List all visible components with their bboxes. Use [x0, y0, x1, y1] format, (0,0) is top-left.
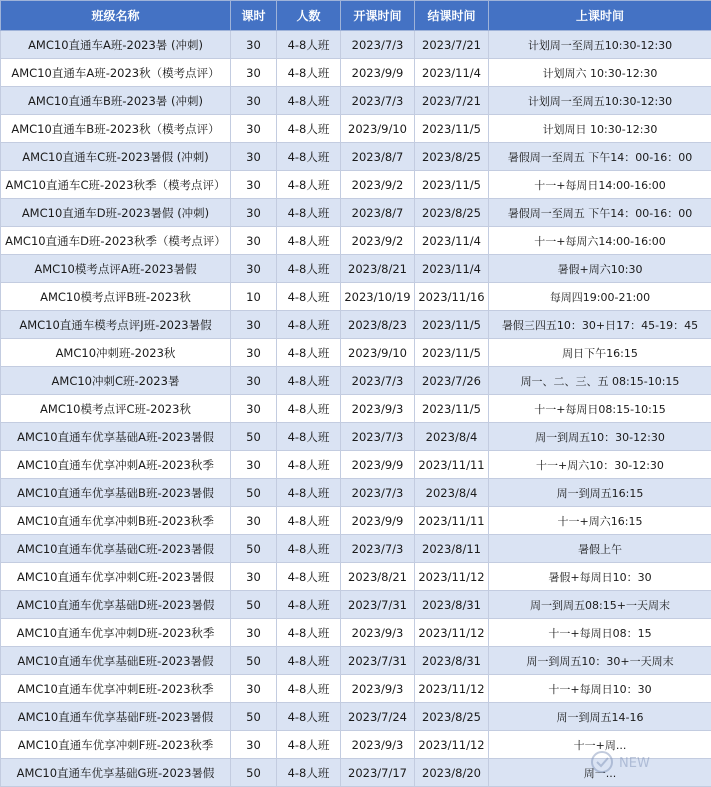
class-name-cell: AMC10直通车优享冲刺C班-2023暑假 [1, 563, 231, 591]
class-size-cell: 4-8人班 [277, 59, 341, 87]
end-date-cell: 2023/11/4 [415, 59, 489, 87]
table-row [1, 227, 711, 255]
start-date-cell: 2023/10/19 [341, 283, 415, 311]
end-date-cell: 2023/11/4 [415, 255, 489, 283]
class-name-cell: AMC10直通车优享基础B班-2023暑假 [1, 479, 231, 507]
class-name-cell: AMC10直通车D班-2023暑假 (冲刺) [1, 199, 231, 227]
table-row [1, 87, 711, 115]
end-date-cell: 2023/11/5 [415, 339, 489, 367]
end-date-cell: 2023/8/20 [415, 759, 489, 787]
end-date-cell: 2023/8/25 [415, 703, 489, 731]
class-size-cell: 4-8人班 [277, 199, 341, 227]
end-date-cell: 2023/11/12 [415, 731, 489, 759]
hours-cell: 30 [231, 451, 277, 479]
hours-cell: 50 [231, 535, 277, 563]
table-row [1, 507, 711, 535]
start-date-cell: 2023/9/9 [341, 451, 415, 479]
hours-cell: 30 [231, 395, 277, 423]
end-date-cell: 2023/11/11 [415, 451, 489, 479]
watermark-text: NEW [619, 756, 650, 771]
table-row [1, 311, 711, 339]
schedule-cell: 周一到周五08:15+一天周末 [489, 591, 711, 619]
class-name-cell: AMC10直通车优享冲刺D班-2023秋季 [1, 619, 231, 647]
start-date-cell: 2023/8/7 [341, 143, 415, 171]
schedule-cell: 周一到周五10：30+一天周末 [489, 647, 711, 675]
end-date-cell: 2023/11/4 [415, 227, 489, 255]
hours-cell: 30 [231, 311, 277, 339]
class-size-cell: 4-8人班 [277, 591, 341, 619]
end-date-cell: 2023/8/31 [415, 647, 489, 675]
class-size-cell: 4-8人班 [277, 647, 341, 675]
start-date-cell: 2023/7/31 [341, 647, 415, 675]
hours-cell: 30 [231, 731, 277, 759]
hours-cell: 30 [231, 199, 277, 227]
schedule-cell: 周一到周五10：30-12:30 [489, 423, 711, 451]
class-name-cell: AMC10直通车优享冲刺B班-2023秋季 [1, 507, 231, 535]
start-date-cell: 2023/7/3 [341, 87, 415, 115]
class-name-cell: AMC10直通车A班-2023暑 (冲刺) [1, 31, 231, 59]
schedule-cell: 十一+每周六14:00-16:00 [489, 227, 711, 255]
hours-cell: 50 [231, 647, 277, 675]
end-date-cell: 2023/8/4 [415, 479, 489, 507]
table-row [1, 31, 711, 59]
end-date-cell: 2023/8/31 [415, 591, 489, 619]
hours-cell: 30 [231, 87, 277, 115]
header-end-date: 结课时间 [415, 1, 489, 31]
hours-cell: 30 [231, 59, 277, 87]
class-name-cell: AMC10直通车模考点评J班-2023暑假 [1, 311, 231, 339]
class-name-cell: AMC10直通车优享基础F班-2023暑假 [1, 703, 231, 731]
class-name-cell: AMC10直通车C班-2023秋季（模考点评） [1, 171, 231, 199]
class-size-cell: 4-8人班 [277, 451, 341, 479]
class-name-cell: AMC10模考点评C班-2023秋 [1, 395, 231, 423]
class-name-cell: AMC10直通车优享基础D班-2023暑假 [1, 591, 231, 619]
table-row [1, 619, 711, 647]
start-date-cell: 2023/9/2 [341, 171, 415, 199]
start-date-cell: 2023/7/3 [341, 423, 415, 451]
table-row [1, 367, 711, 395]
hours-cell: 30 [231, 115, 277, 143]
start-date-cell: 2023/9/3 [341, 619, 415, 647]
end-date-cell: 2023/11/5 [415, 171, 489, 199]
start-date-cell: 2023/9/2 [341, 227, 415, 255]
class-size-cell: 4-8人班 [277, 703, 341, 731]
hours-cell: 50 [231, 703, 277, 731]
schedule-cell: 十一+每周日10：30 [489, 675, 711, 703]
class-size-cell: 4-8人班 [277, 255, 341, 283]
hours-cell: 50 [231, 423, 277, 451]
schedule-cell: 周一... [489, 759, 711, 787]
class-name-cell: AMC10直通车优享基础C班-2023暑假 [1, 535, 231, 563]
schedule-cell: 暑假上午 [489, 535, 711, 563]
class-name-cell: AMC10模考点评B班-2023秋 [1, 283, 231, 311]
class-name-cell: AMC10直通车优享基础G班-2023暑假 [1, 759, 231, 787]
schedule-cell: 周一、二、三、五 08:15-10:15 [489, 367, 711, 395]
schedule-cell: 暑假周一至周五 下午14：00-16：00 [489, 199, 711, 227]
table-row [1, 59, 711, 87]
class-name-cell: AMC10直通车优享冲刺A班-2023秋季 [1, 451, 231, 479]
end-date-cell: 2023/11/16 [415, 283, 489, 311]
class-size-cell: 4-8人班 [277, 227, 341, 255]
schedule-cell: 十一+每周日14:00-16:00 [489, 171, 711, 199]
schedule-cell: 十一+周六16:15 [489, 507, 711, 535]
schedule-cell: 十一+周六10：30-12:30 [489, 451, 711, 479]
start-date-cell: 2023/7/3 [341, 479, 415, 507]
class-size-cell: 4-8人班 [277, 171, 341, 199]
class-size-cell: 4-8人班 [277, 31, 341, 59]
class-size-cell: 4-8人班 [277, 479, 341, 507]
class-name-cell: AMC10冲刺C班-2023暑 [1, 367, 231, 395]
schedule-cell: 计划周日 10:30-12:30 [489, 115, 711, 143]
class-size-cell: 4-8人班 [277, 759, 341, 787]
class-name-cell: AMC10直通车优享基础E班-2023暑假 [1, 647, 231, 675]
table-row [1, 199, 711, 227]
class-name-cell: AMC10直通车优享冲刺E班-2023秋季 [1, 675, 231, 703]
table-row [1, 255, 711, 283]
schedule-cell: 周一到周五16:15 [489, 479, 711, 507]
class-name-cell: AMC10直通车D班-2023秋季（模考点评） [1, 227, 231, 255]
table-row [1, 591, 711, 619]
class-size-cell: 4-8人班 [277, 339, 341, 367]
hours-cell: 30 [231, 507, 277, 535]
start-date-cell: 2023/7/24 [341, 703, 415, 731]
end-date-cell: 2023/11/12 [415, 563, 489, 591]
table-row [1, 339, 711, 367]
class-size-cell: 4-8人班 [277, 535, 341, 563]
header-class-name: 班级名称 [1, 1, 231, 31]
start-date-cell: 2023/9/3 [341, 731, 415, 759]
class-size-cell: 4-8人班 [277, 675, 341, 703]
hours-cell: 10 [231, 283, 277, 311]
table-body [1, 31, 711, 787]
class-size-cell: 4-8人班 [277, 143, 341, 171]
table-row [1, 283, 711, 311]
schedule-cell: 暑假+周六10:30 [489, 255, 711, 283]
end-date-cell: 2023/8/11 [415, 535, 489, 563]
class-name-cell: AMC10直通车优享冲刺F班-2023秋季 [1, 731, 231, 759]
end-date-cell: 2023/11/5 [415, 311, 489, 339]
start-date-cell: 2023/9/9 [341, 507, 415, 535]
class-name-cell: AMC10直通车C班-2023暑假 (冲刺) [1, 143, 231, 171]
start-date-cell: 2023/7/3 [341, 31, 415, 59]
class-name-cell: AMC10直通车优享基础A班-2023暑假 [1, 423, 231, 451]
class-size-cell: 4-8人班 [277, 423, 341, 451]
table-row [1, 647, 711, 675]
hours-cell: 30 [231, 227, 277, 255]
schedule-cell: 周日下午16:15 [489, 339, 711, 367]
schedule-cell: 暑假+每周日10：30 [489, 563, 711, 591]
header-row [1, 1, 711, 31]
end-date-cell: 2023/7/21 [415, 87, 489, 115]
hours-cell: 30 [231, 675, 277, 703]
table-row [1, 675, 711, 703]
schedule-cell: 计划周一至周五10:30-12:30 [489, 31, 711, 59]
end-date-cell: 2023/11/12 [415, 675, 489, 703]
end-date-cell: 2023/7/26 [415, 367, 489, 395]
hours-cell: 50 [231, 591, 277, 619]
start-date-cell: 2023/9/9 [341, 59, 415, 87]
class-name-cell: AMC10模考点评A班-2023暑假 [1, 255, 231, 283]
start-date-cell: 2023/7/17 [341, 759, 415, 787]
start-date-cell: 2023/9/3 [341, 675, 415, 703]
schedule-cell: 每周四19:00-21:00 [489, 283, 711, 311]
start-date-cell: 2023/7/31 [341, 591, 415, 619]
schedule-cell: 十一+每周日08：15 [489, 619, 711, 647]
class-size-cell: 4-8人班 [277, 507, 341, 535]
class-size-cell: 4-8人班 [277, 115, 341, 143]
start-date-cell: 2023/9/10 [341, 339, 415, 367]
table-row [1, 451, 711, 479]
class-name-cell: AMC10直通车A班-2023秋（模考点评） [1, 59, 231, 87]
start-date-cell: 2023/7/3 [341, 535, 415, 563]
table-header [1, 1, 711, 31]
table-row [1, 171, 711, 199]
schedule-cell: 暑假三四五10：30+日17：45-19：45 [489, 311, 711, 339]
end-date-cell: 2023/11/11 [415, 507, 489, 535]
end-date-cell: 2023/11/12 [415, 619, 489, 647]
end-date-cell: 2023/11/5 [415, 395, 489, 423]
hours-cell: 30 [231, 619, 277, 647]
class-size-cell: 4-8人班 [277, 283, 341, 311]
end-date-cell: 2023/8/25 [415, 143, 489, 171]
header-hours: 课时 [231, 1, 277, 31]
header-class-size: 人数 [277, 1, 341, 31]
hours-cell: 30 [231, 339, 277, 367]
class-name-cell: AMC10直通车B班-2023暑 (冲刺) [1, 87, 231, 115]
start-date-cell: 2023/8/21 [341, 255, 415, 283]
class-size-cell: 4-8人班 [277, 367, 341, 395]
schedule-cell: 计划周六 10:30-12:30 [489, 59, 711, 87]
start-date-cell: 2023/7/3 [341, 367, 415, 395]
class-size-cell: 4-8人班 [277, 395, 341, 423]
hours-cell: 30 [231, 31, 277, 59]
hours-cell: 30 [231, 143, 277, 171]
header-schedule: 上课时间 [489, 1, 711, 31]
class-size-cell: 4-8人班 [277, 87, 341, 115]
class-size-cell: 4-8人班 [277, 563, 341, 591]
end-date-cell: 2023/8/4 [415, 423, 489, 451]
start-date-cell: 2023/8/7 [341, 199, 415, 227]
hours-cell: 30 [231, 255, 277, 283]
end-date-cell: 2023/8/25 [415, 199, 489, 227]
start-date-cell: 2023/9/10 [341, 115, 415, 143]
hours-cell: 50 [231, 759, 277, 787]
table-row [1, 535, 711, 563]
schedule-cell: 十一+周... [489, 731, 711, 759]
start-date-cell: 2023/9/3 [341, 395, 415, 423]
schedule-cell: 十一+每周日08:15-10:15 [489, 395, 711, 423]
schedule-cell: 计划周一至周五10:30-12:30 [489, 87, 711, 115]
schedule-cell: 周一到周五14-16 [489, 703, 711, 731]
table-row [1, 703, 711, 731]
table-row [1, 563, 711, 591]
table-row [1, 143, 711, 171]
hours-cell: 30 [231, 171, 277, 199]
class-name-cell: AMC10直通车B班-2023秋（模考点评） [1, 115, 231, 143]
table-row [1, 395, 711, 423]
hours-cell: 30 [231, 563, 277, 591]
class-size-cell: 4-8人班 [277, 731, 341, 759]
class-size-cell: 4-8人班 [277, 619, 341, 647]
table-row [1, 731, 711, 759]
table-row [1, 479, 711, 507]
start-date-cell: 2023/8/21 [341, 563, 415, 591]
table-row [1, 423, 711, 451]
class-name-cell: AMC10冲刺班-2023秋 [1, 339, 231, 367]
end-date-cell: 2023/11/5 [415, 115, 489, 143]
table-row [1, 115, 711, 143]
class-size-cell: 4-8人班 [277, 311, 341, 339]
hours-cell: 50 [231, 479, 277, 507]
end-date-cell: 2023/7/21 [415, 31, 489, 59]
table-row [1, 759, 711, 787]
hours-cell: 30 [231, 367, 277, 395]
schedule-cell: 暑假周一至周五 下午14：00-16：00 [489, 143, 711, 171]
header-start-date: 开课时间 [341, 1, 415, 31]
start-date-cell: 2023/8/23 [341, 311, 415, 339]
